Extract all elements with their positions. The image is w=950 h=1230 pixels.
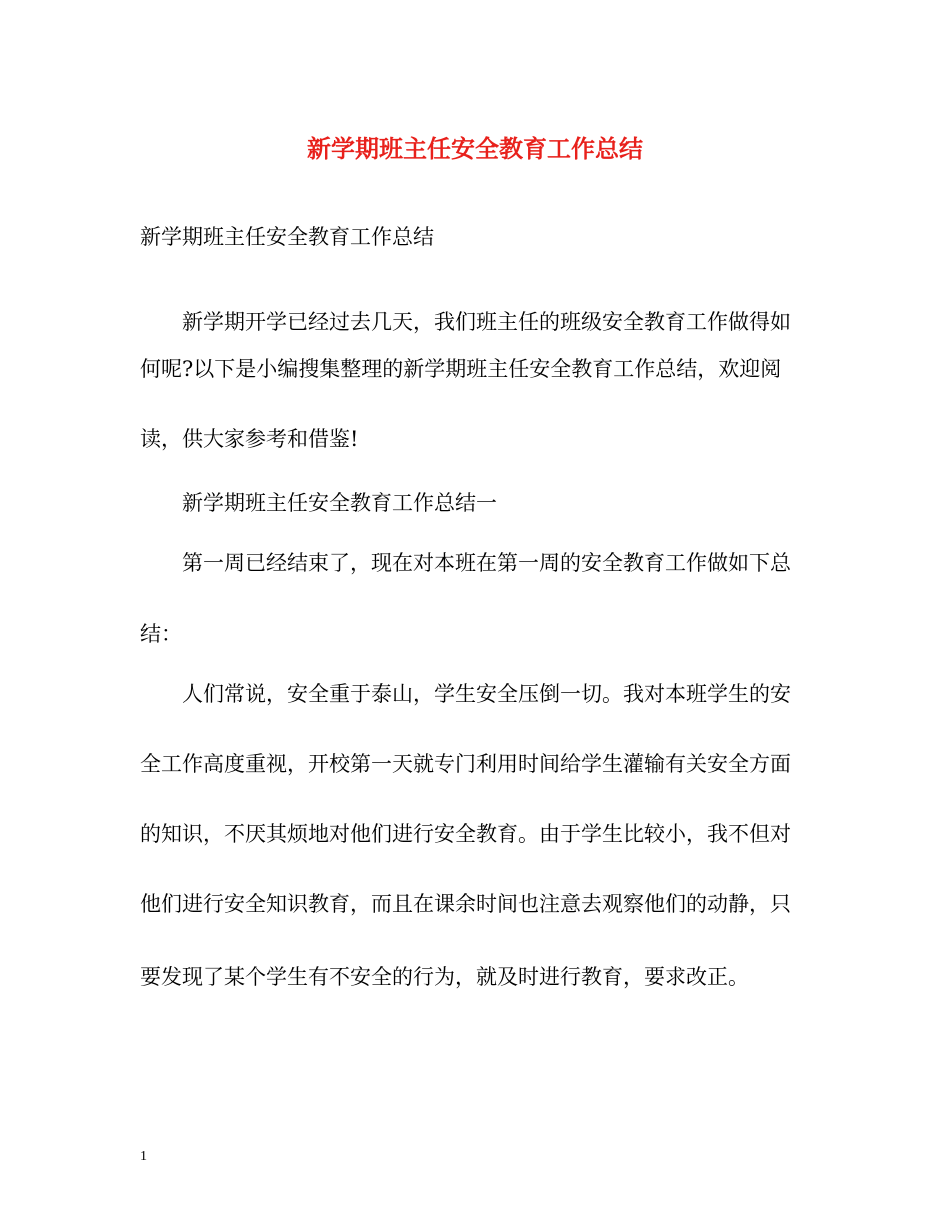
- paragraph-line: 要发现了某个学生有不安全的行为，就及时进行教育，要求改正。: [140, 965, 749, 989]
- paragraph-line: 读，供大家参考和借鉴!: [140, 427, 359, 451]
- paragraph-line: 第一周已经结束了，现在对本班在第一周的安全教育工作做如下总: [182, 551, 791, 575]
- paragraph-line: 他们进行安全知识教育，而且在课余时间也注意去观察他们的动静，只: [140, 892, 791, 916]
- paragraph-line: 结：: [140, 622, 182, 646]
- paragraph-line: 人们常说，安全重于泰山，学生安全压倒一切。我对本班学生的安: [182, 682, 791, 706]
- subsection-heading: 新学期班主任安全教育工作总结一: [182, 491, 497, 515]
- document-title: 新学期班主任安全教育工作总结: [307, 134, 643, 163]
- paragraph-line: 全工作高度重视，开校第一天就专门利用时间给学生灌输有关安全方面: [140, 752, 791, 776]
- page-number: 1: [140, 1149, 147, 1164]
- paragraph-line: 何呢?以下是小编搜集整理的新学期班主任安全教育工作总结，欢迎阅: [140, 357, 782, 381]
- paragraph-line: 新学期开学已经过去几天，我们班主任的班级安全教育工作做得如: [182, 310, 791, 334]
- section-heading: 新学期班主任安全教育工作总结: [140, 225, 434, 249]
- paragraph-line: 的知识，不厌其烦地对他们进行安全教育。由于学生比较小，我不但对: [140, 822, 791, 846]
